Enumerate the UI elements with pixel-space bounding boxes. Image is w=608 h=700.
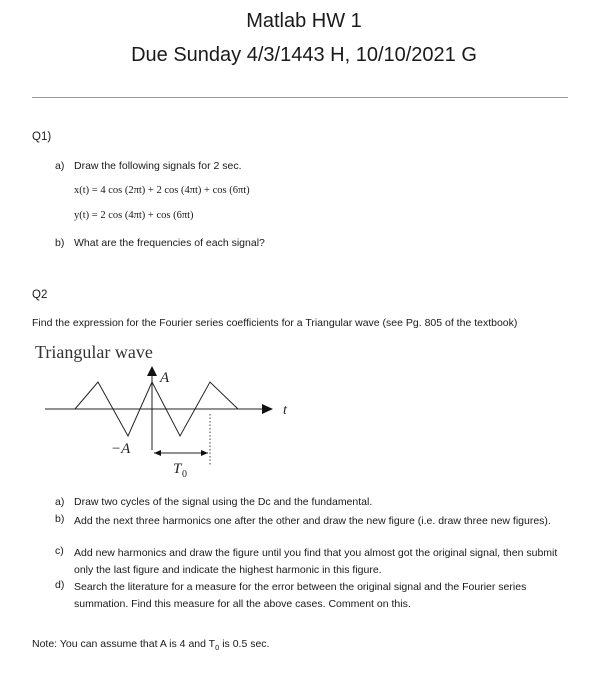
period-subscript: 0 (182, 469, 187, 480)
header-divider (32, 97, 568, 98)
q2-d-marker: d) (55, 579, 65, 591)
note-suffix: is 0.5 sec. (219, 638, 270, 650)
q2-a-text: Draw two cycles of the signal using the Dc and the fundamental. (74, 496, 373, 508)
formula-x: x(t) = 4 cos (2πt) + 2 cos (4πt) + cos (6πt) (74, 185, 250, 196)
amplitude-label: A (160, 370, 170, 386)
period-label: T (173, 461, 182, 477)
q1-a-marker: a) (55, 160, 65, 172)
period-arrow-left-head (154, 450, 161, 456)
q2-a-marker: a) (55, 496, 65, 508)
negative-amplitude-label: −A (111, 441, 131, 457)
question-2-label: Q2 (32, 289, 48, 301)
time-label: t (283, 403, 287, 418)
q1-b-marker: b) (55, 237, 65, 249)
figure-caption: Triangular wave (35, 342, 153, 362)
amplitude-axis-arrow (147, 366, 157, 376)
q2-d-text: Search the literature for a measure for the error between the original signal and the Fourier series summation. Find this measure for all the above cases. Comment on this. (74, 581, 527, 610)
q2-intro: Find the expression for the Fourier series coefficients for a Triangular wave (see Pg. 805 of the textbook) (32, 317, 518, 329)
question-1-label: Q1) (32, 131, 52, 143)
q1-b-text: What are the frequencies of each signal? (74, 237, 265, 249)
q1-a-text: Draw the following signals for 2 sec. (74, 160, 242, 172)
period-arrow-right-head (201, 450, 208, 456)
formula-y: y(t) = 2 cos (4πt) + cos (6πt) (74, 210, 194, 221)
q2-c-text: Add new harmonics and draw the figure until you find that you almost got the original signal, then submit only the last figure and indicate the highest harmonic in this figure. (74, 547, 558, 576)
triangular-wave-figure (30, 362, 310, 482)
q2-b-text: Add the next three harmonics one after the other and draw the new figure (i.e. draw three new figures). (74, 515, 551, 527)
q2-c-marker: c) (55, 545, 64, 557)
document-title: Matlab HW 1 (246, 10, 362, 32)
note-subscript: 0 (215, 643, 220, 653)
assumption-note (32, 638, 269, 652)
q2-b-marker: b) (55, 513, 65, 525)
due-date: Due Sunday 4/3/1443 H, 10/10/2021 G (131, 44, 477, 66)
note-prefix: Note: You can assume that A is 4 and T (32, 638, 216, 650)
time-axis-arrow (262, 404, 273, 414)
